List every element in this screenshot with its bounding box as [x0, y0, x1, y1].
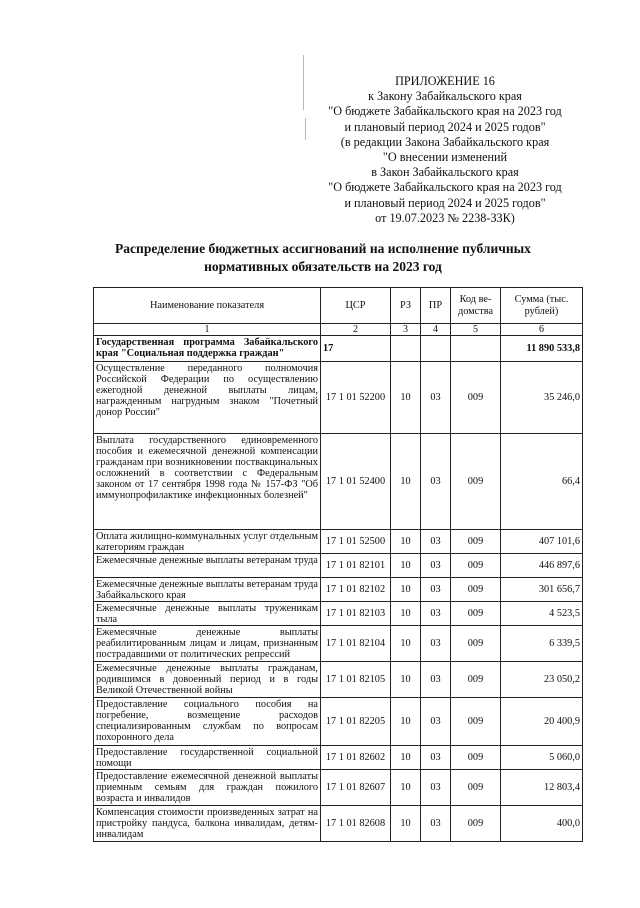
cell-rz: 10 — [391, 434, 421, 530]
cell-name: Ежемесячные денежные выплаты гражданам, родившимся в довоенный период и в годы Великой Отечественной войны — [94, 662, 321, 698]
cell-name: Ежемесячные денежные выплаты ветеранам труда Забайкальского края — [94, 578, 321, 602]
title-line: нормативных обязательств на 2023 год — [204, 259, 442, 274]
cell-sum: 400,0 — [501, 806, 583, 842]
cell-pr: 03 — [421, 662, 451, 698]
cell-name: Компенсация стоимости произведенных затрат на пристройку пандуса, балкона инвалидам, детям-инвалидам — [94, 806, 321, 842]
cell-kod: 009 — [451, 698, 501, 746]
cell-sum: 35 246,0 — [501, 362, 583, 434]
cell-sum: 23 050,2 — [501, 662, 583, 698]
document-title — [98, 240, 548, 276]
header-kod: Код ве-домства — [451, 288, 501, 324]
table-row — [94, 770, 583, 806]
cell-name: Ежемесячные денежные выплаты реабилитированным лицам и лицам, признанным пострадавшими от политических репрессий — [94, 626, 321, 662]
cell-pr: 03 — [421, 806, 451, 842]
header-line: "О бюджете Забайкальского края на 2023 год — [328, 104, 562, 119]
cell-pr: 03 — [421, 698, 451, 746]
header-line: "О бюджете Забайкальского края на 2023 год — [328, 180, 562, 195]
cell-name: Государственная программа Забайкальского края "Социальная поддержка граждан" — [94, 336, 321, 362]
cell-kod: 009 — [451, 662, 501, 698]
cell-pr: 03 — [421, 770, 451, 806]
column-number: 1 — [94, 324, 321, 336]
cell-csr: 17 1 01 82105 — [321, 662, 391, 698]
header-line: ПРИЛОЖЕНИЕ 16 — [395, 74, 495, 88]
budget-table — [93, 287, 583, 842]
cell-name: Выплата государственного единовременного пособия и ежемесячной денежной компенсации гражданам при возникновении поствакцинальных осложнений в соответствии с Федеральным законом от 17 сентября 1998 года № 157-ФЗ "Об иммунопрофилактике инфекционных болезней" — [94, 434, 321, 530]
cell-csr: 17 1 01 52400 — [321, 434, 391, 530]
cell-csr: 17 1 01 82103 — [321, 602, 391, 626]
cell-kod — [451, 336, 501, 362]
cell-csr: 17 1 01 52200 — [321, 362, 391, 434]
table-row — [94, 434, 583, 530]
column-number: 2 — [321, 324, 391, 336]
cell-kod: 009 — [451, 554, 501, 578]
table-body — [94, 336, 583, 842]
cell-csr: 17 1 01 82101 — [321, 554, 391, 578]
header-csr: ЦСР — [321, 288, 391, 324]
cell-csr: 17 1 01 82205 — [321, 698, 391, 746]
cell-rz: 10 — [391, 362, 421, 434]
cell-sum: 6 339,5 — [501, 626, 583, 662]
cell-pr: 03 — [421, 602, 451, 626]
cell-sum: 66,4 — [501, 434, 583, 530]
cell-rz — [391, 336, 421, 362]
header-line: (в редакции Закона Забайкальского края — [340, 134, 550, 149]
header-rz: РЗ — [391, 288, 421, 324]
table-row — [94, 698, 583, 746]
cell-name: Предоставление государственной социальной помощи — [94, 746, 321, 770]
header-sum: Сумма (тыс. рублей) — [501, 288, 583, 324]
cell-rz: 10 — [391, 770, 421, 806]
table-row — [94, 662, 583, 698]
cell-kod: 009 — [451, 434, 501, 530]
cell-csr: 17 1 01 82607 — [321, 770, 391, 806]
cell-pr: 03 — [421, 626, 451, 662]
cell-csr: 17 1 01 82608 — [321, 806, 391, 842]
cell-pr: 03 — [421, 434, 451, 530]
cell-csr: 17 — [321, 336, 391, 362]
cell-sum: 20 400,9 — [501, 698, 583, 746]
cell-sum: 446 897,6 — [501, 554, 583, 578]
cell-rz: 10 — [391, 602, 421, 626]
cell-sum: 12 803,4 — [501, 770, 583, 806]
cell-name: Предоставление ежемесячной денежной выплаты приемным семьям для граждан пожилого возраста и инвалидов — [94, 770, 321, 806]
cell-rz: 10 — [391, 554, 421, 578]
cell-csr: 17 1 01 52500 — [321, 530, 391, 554]
table-row — [94, 578, 583, 602]
title-line: Распределение бюджетных ассигнований на исполнение публичных — [115, 241, 531, 256]
header-name: Наименование показателя — [94, 288, 321, 324]
table-row — [94, 746, 583, 770]
cell-name: Предоставление социального пособия на погребение, возмещение расходов специализированным службам по вопросам похоронного дела — [94, 698, 321, 746]
cell-kod: 009 — [451, 806, 501, 842]
table-row — [94, 362, 583, 434]
cell-rz: 10 — [391, 806, 421, 842]
cell-rz: 10 — [391, 662, 421, 698]
cell-name: Ежемесячные денежные выплаты ветеранам труда — [94, 554, 321, 578]
cell-rz: 10 — [391, 746, 421, 770]
scan-mark — [305, 118, 306, 140]
scan-mark — [303, 55, 304, 110]
cell-kod: 009 — [451, 626, 501, 662]
table-row — [94, 554, 583, 578]
cell-kod: 009 — [451, 746, 501, 770]
cell-sum: 4 523,5 — [501, 602, 583, 626]
header-line: от 19.07.2023 № 2238-ЗЗК) — [375, 210, 515, 225]
column-number: 6 — [501, 324, 583, 336]
table-row — [94, 602, 583, 626]
cell-kod: 009 — [451, 362, 501, 434]
cell-rz: 10 — [391, 626, 421, 662]
header-pr: ПР — [421, 288, 451, 324]
column-number: 5 — [451, 324, 501, 336]
cell-pr: 03 — [421, 362, 451, 434]
cell-rz: 10 — [391, 578, 421, 602]
cell-sum: 5 060,0 — [501, 746, 583, 770]
cell-kod: 009 — [451, 602, 501, 626]
cell-csr: 17 1 01 82104 — [321, 626, 391, 662]
cell-rz: 10 — [391, 530, 421, 554]
cell-pr: 03 — [421, 554, 451, 578]
cell-csr: 17 1 01 82102 — [321, 578, 391, 602]
table-row — [94, 336, 583, 362]
table-row — [94, 806, 583, 842]
header-line: и плановый период 2024 и 2025 годов" — [344, 119, 546, 134]
cell-sum: 407 101,6 — [501, 530, 583, 554]
cell-kod: 009 — [451, 578, 501, 602]
cell-rz: 10 — [391, 698, 421, 746]
cell-name: Оплата жилищно-коммунальных услуг отдельным категориям граждан — [94, 530, 321, 554]
cell-sum: 11 890 533,8 — [501, 336, 583, 362]
cell-kod: 009 — [451, 770, 501, 806]
table-row — [94, 530, 583, 554]
header-line: "О внесении изменений — [382, 150, 508, 165]
appendix-header — [320, 74, 570, 226]
header-line: и плановый период 2024 и 2025 годов" — [344, 195, 546, 210]
cell-name: Осуществление переданного полномочия Российской Федерации по осуществлению ежегодной денежной выплаты лицам, награжденным нагрудным знаком "Почетный донор России" — [94, 362, 321, 434]
cell-pr: 03 — [421, 530, 451, 554]
cell-csr: 17 1 01 82602 — [321, 746, 391, 770]
header-line: в Закон Забайкальского края — [371, 165, 519, 180]
column-number: 3 — [391, 324, 421, 336]
header-line: к Закону Забайкальского края — [368, 89, 522, 104]
cell-pr: 03 — [421, 746, 451, 770]
cell-sum: 301 656,7 — [501, 578, 583, 602]
table-row — [94, 626, 583, 662]
cell-kod: 009 — [451, 530, 501, 554]
cell-pr — [421, 336, 451, 362]
cell-pr: 03 — [421, 578, 451, 602]
column-number: 4 — [421, 324, 451, 336]
cell-name: Ежемесячные денежные выплаты труженикам тыла — [94, 602, 321, 626]
